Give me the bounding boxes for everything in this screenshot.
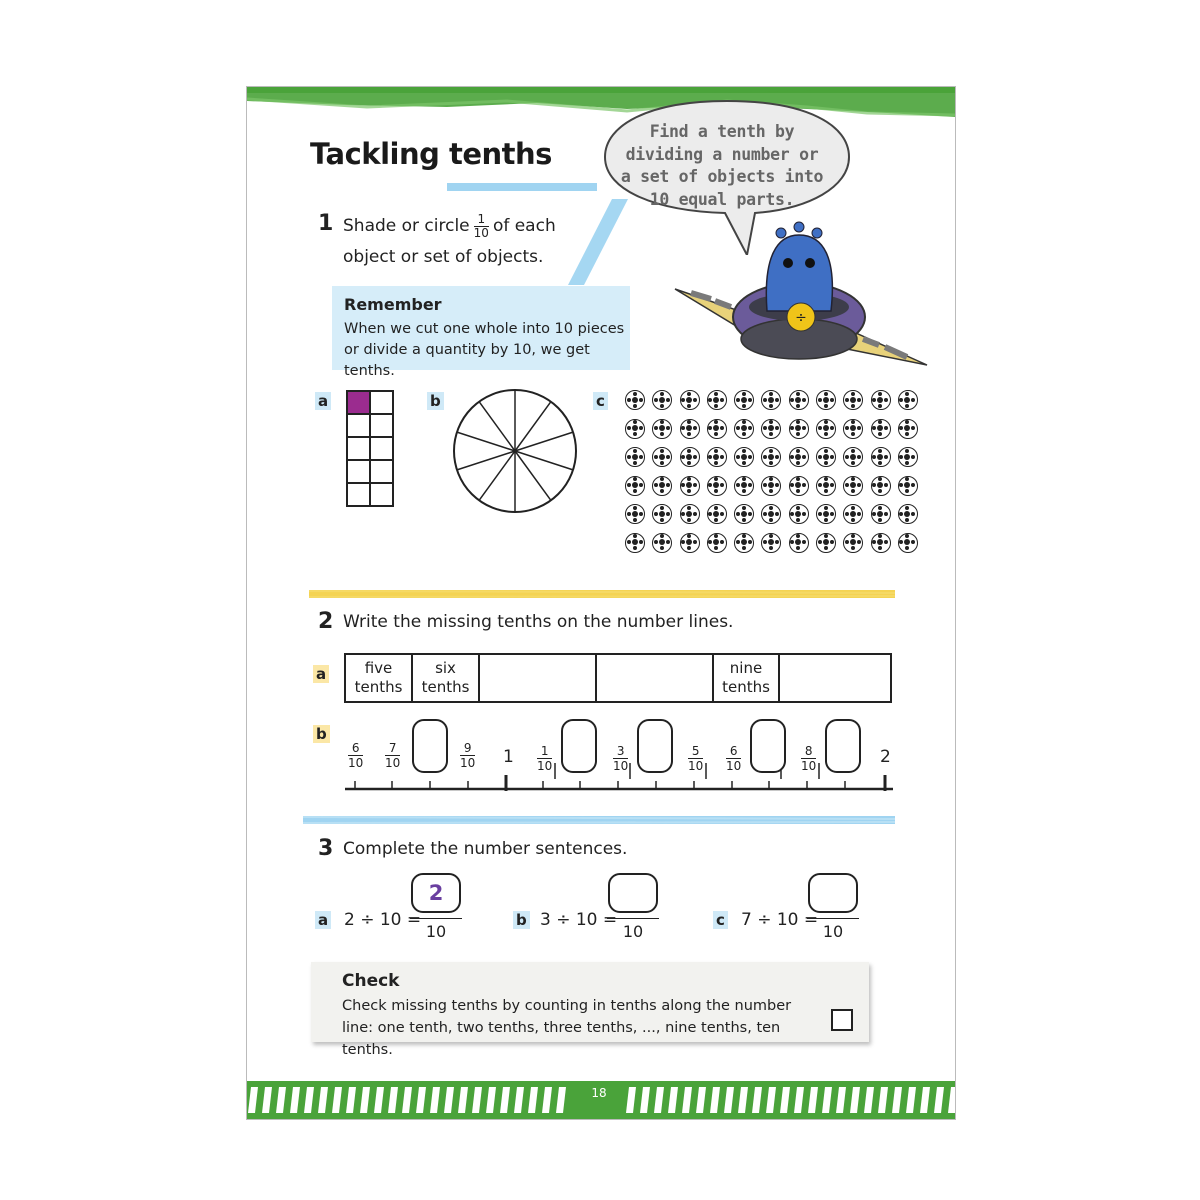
football-icon[interactable] — [652, 533, 672, 553]
sequence-cell — [714, 655, 780, 701]
q1-label-b: b — [427, 392, 444, 410]
workbook-page — [246, 86, 956, 1120]
nl-fraction — [537, 745, 552, 772]
q3b-fraction-bar — [607, 918, 659, 919]
football-icon[interactable] — [761, 476, 781, 496]
grid-square[interactable] — [348, 461, 371, 484]
sequence-cell-blank[interactable] — [480, 655, 597, 701]
cell-text: tenths — [421, 678, 470, 696]
football-icon[interactable] — [680, 447, 700, 467]
grid-square[interactable] — [371, 484, 394, 507]
nl-den: 10 — [537, 759, 553, 773]
football-icon[interactable] — [898, 504, 918, 524]
nl-fraction — [688, 745, 703, 772]
football-icon[interactable] — [816, 390, 836, 410]
football-icon[interactable] — [652, 390, 672, 410]
football-icon[interactable] — [871, 504, 891, 524]
football-icon[interactable] — [761, 390, 781, 410]
football-icon[interactable] — [625, 533, 645, 553]
football-icon[interactable] — [871, 447, 891, 467]
remember-box — [332, 286, 630, 379]
football-icon[interactable] — [789, 419, 809, 439]
check-heading: Check — [342, 971, 400, 991]
q3-label-c: c — [713, 911, 728, 929]
q3a-fraction-bar — [410, 918, 462, 919]
football-icon[interactable] — [680, 390, 700, 410]
grid-square[interactable] — [371, 392, 394, 415]
fraction-denominator: 10 — [473, 226, 489, 240]
football-icon[interactable] — [816, 504, 836, 524]
nl-den: 10 — [348, 756, 364, 770]
football-icon[interactable] — [789, 476, 809, 496]
sequence-cell — [413, 655, 480, 701]
svg-text:÷: ÷ — [795, 310, 807, 326]
answer-box[interactable] — [637, 719, 673, 773]
nl-two-label: 2 — [880, 747, 891, 767]
football-icon[interactable] — [707, 447, 727, 467]
sequence-cell — [346, 655, 413, 701]
football-icon[interactable] — [734, 476, 754, 496]
remember-heading: Remember — [344, 295, 442, 314]
nl-den: 10 — [460, 756, 476, 770]
alien-spaceship-illustration — [671, 217, 931, 377]
football-icon[interactable] — [625, 419, 645, 439]
page-number: 18 — [578, 1083, 620, 1103]
nl-one-label: 1 — [503, 747, 514, 767]
q3c-answer-box[interactable] — [808, 873, 858, 913]
q3c-expression: 7 ÷ 10 = — [741, 910, 819, 930]
q3a-expression: 2 ÷ 10 = — [344, 910, 422, 930]
cell-text: tenths — [722, 678, 770, 696]
answer-box[interactable] — [412, 719, 448, 773]
football-icon[interactable] — [707, 390, 727, 410]
sequence-cell-blank[interactable] — [597, 655, 714, 701]
one-tenth-fraction — [474, 213, 489, 239]
football-icon[interactable] — [871, 390, 891, 410]
q1-label-a: a — [315, 392, 331, 410]
football-icon[interactable] — [761, 533, 781, 553]
grid-square[interactable] — [371, 438, 394, 461]
nl-num: 5 — [688, 745, 703, 759]
football-icon[interactable] — [816, 476, 836, 496]
football-icon[interactable] — [680, 533, 700, 553]
q3b-answer-box[interactable] — [608, 873, 658, 913]
football-icon[interactable] — [816, 533, 836, 553]
question-3-text: Complete the number sentences. — [343, 839, 628, 859]
football-icon[interactable] — [652, 476, 672, 496]
remember-body: When we cut one whole into 10 pieces or divide a quantity by 10, we get tenths. — [344, 321, 625, 379]
football-icon[interactable] — [898, 447, 918, 467]
football-icon[interactable] — [652, 447, 672, 467]
sequence-cell-blank[interactable] — [780, 655, 890, 701]
football-icon[interactable] — [843, 533, 863, 553]
football-icon[interactable] — [898, 419, 918, 439]
football-icon[interactable] — [707, 504, 727, 524]
football-icon[interactable] — [816, 447, 836, 467]
fraction-numerator: 1 — [474, 213, 489, 227]
football-icon[interactable] — [898, 476, 918, 496]
football-icon[interactable] — [789, 447, 809, 467]
question-2-number: 2 — [318, 609, 334, 634]
nl-num: 7 — [385, 742, 400, 756]
q1-text-before: Shade or circle — [343, 216, 470, 236]
blue-brush-separator — [303, 813, 895, 827]
football-icon[interactable] — [789, 390, 809, 410]
cell-text: five — [364, 659, 393, 677]
football-icon[interactable] — [734, 419, 754, 439]
speech-bubble-text: Find a tenth by dividing a number or a set of objects into 10 equal parts. — [620, 122, 824, 209]
q3c-denominator: 10 — [822, 922, 844, 941]
grid-square[interactable] — [371, 461, 394, 484]
football-icon[interactable] — [707, 476, 727, 496]
nl-den: 10 — [613, 759, 629, 773]
football-icon[interactable] — [871, 419, 891, 439]
nl-fraction — [801, 745, 816, 772]
football-icon[interactable] — [625, 447, 645, 467]
check-body: Check missing tenths by counting in tenths along the number line: one tenth, two tenths, three tenths, ..., nine tenths, ten tenths. — [342, 998, 792, 1058]
football-icon[interactable] — [761, 504, 781, 524]
q3-label-b: b — [513, 911, 530, 929]
question-1-text — [343, 213, 556, 239]
football-icon[interactable] — [789, 533, 809, 553]
q2-label-b: b — [313, 725, 330, 743]
q2-label-a: a — [313, 665, 329, 683]
football-icon[interactable] — [761, 419, 781, 439]
yellow-brush-separator — [309, 587, 895, 601]
nl-fraction — [613, 745, 628, 772]
football-icon[interactable] — [761, 447, 781, 467]
nl-num: 8 — [801, 745, 816, 759]
q1-label-c: c — [593, 392, 608, 410]
football-icon[interactable] — [843, 476, 863, 496]
football-icon[interactable] — [652, 419, 672, 439]
q3a-answer-box[interactable]: 2 — [411, 873, 461, 913]
football-icon[interactable] — [625, 476, 645, 496]
nl-num: 9 — [460, 742, 475, 756]
football-icon[interactable] — [707, 533, 727, 553]
football-icon[interactable] — [871, 476, 891, 496]
football-icon[interactable] — [898, 533, 918, 553]
grid-square-shaded[interactable] — [348, 392, 371, 415]
football-icon[interactable] — [734, 504, 754, 524]
check-tick-box[interactable] — [831, 1009, 853, 1031]
nl-fraction — [385, 742, 400, 769]
ten-sector-circle[interactable] — [451, 387, 579, 515]
q1-blue-stripe — [562, 197, 632, 287]
football-icon[interactable] — [680, 419, 700, 439]
q3-label-a: a — [315, 911, 331, 929]
title-blue-stripe — [447, 181, 597, 193]
cell-text: nine — [729, 659, 763, 677]
nl-den: 10 — [385, 756, 401, 770]
football-set[interactable] — [625, 390, 920, 562]
nl-fraction — [348, 742, 363, 769]
grid-square[interactable] — [348, 484, 371, 507]
page-title: Tackling tenths — [310, 137, 552, 171]
football-icon[interactable] — [898, 390, 918, 410]
nl-num: 1 — [537, 745, 552, 759]
nl-num: 6 — [726, 745, 741, 759]
football-icon[interactable] — [843, 447, 863, 467]
football-icon[interactable] — [843, 390, 863, 410]
cell-text: six — [435, 659, 456, 677]
question-1-text-line2: object or set of objects. — [343, 247, 544, 267]
question-3-number: 3 — [318, 836, 334, 861]
football-icon[interactable] — [680, 504, 700, 524]
cell-text: tenths — [354, 678, 403, 696]
q3a-denominator: 10 — [425, 922, 447, 941]
football-icon[interactable] — [843, 504, 863, 524]
football-icon[interactable] — [871, 533, 891, 553]
nl-den: 10 — [801, 759, 817, 773]
football-icon[interactable] — [707, 419, 727, 439]
answer-box[interactable] — [750, 719, 786, 773]
football-icon[interactable] — [734, 447, 754, 467]
nl-fraction — [460, 742, 475, 769]
football-icon[interactable] — [680, 476, 700, 496]
answer-box[interactable] — [561, 719, 597, 773]
football-icon[interactable] — [816, 419, 836, 439]
grid-square[interactable] — [348, 438, 371, 461]
football-icon[interactable] — [652, 504, 672, 524]
grid-square[interactable] — [371, 415, 394, 438]
football-icon[interactable] — [734, 390, 754, 410]
nl-den: 10 — [688, 759, 704, 773]
football-icon[interactable] — [789, 504, 809, 524]
q3c-fraction-bar — [807, 918, 859, 919]
q3b-denominator: 10 — [622, 922, 644, 941]
tenths-sequence-table — [344, 653, 892, 703]
football-icon[interactable] — [734, 533, 754, 553]
nl-num: 6 — [348, 742, 363, 756]
nl-fraction — [726, 745, 741, 772]
football-icon[interactable] — [843, 419, 863, 439]
ten-square-grid[interactable] — [346, 390, 394, 507]
football-icon[interactable] — [625, 504, 645, 524]
nl-den: 10 — [726, 759, 742, 773]
grid-square[interactable] — [348, 415, 371, 438]
question-1-number: 1 — [318, 211, 334, 236]
answer-box[interactable] — [825, 719, 861, 773]
nl-num: 3 — [613, 745, 628, 759]
question-2-text: Write the missing tenths on the number lines. — [343, 612, 734, 632]
football-icon[interactable] — [625, 390, 645, 410]
check-box — [311, 962, 869, 1058]
q1-text-after: of each — [492, 216, 556, 236]
q3b-expression: 3 ÷ 10 = — [540, 910, 618, 930]
